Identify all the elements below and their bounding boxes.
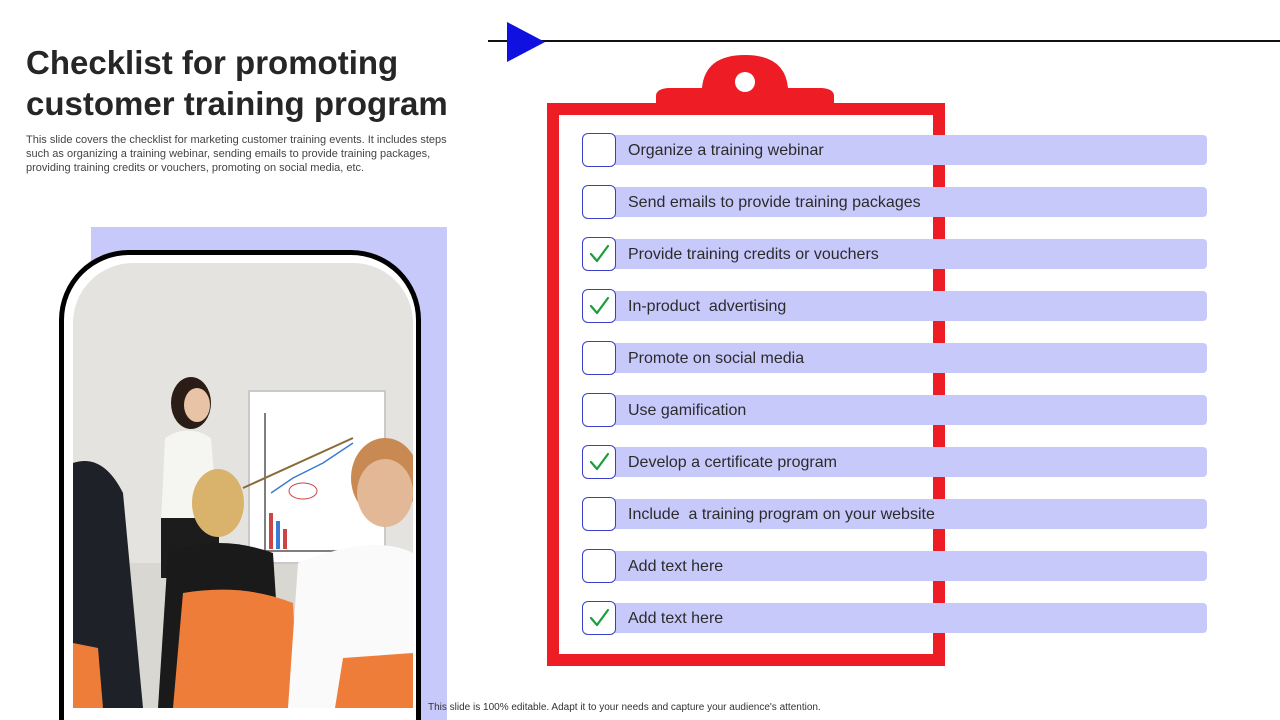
checklist-item[interactable] [582, 133, 1207, 167]
checkmark-icon [588, 607, 610, 629]
checklist-item[interactable] [582, 445, 1207, 479]
checklist-item-label: Include a training program on your website [628, 506, 935, 523]
checklist-item-label: Send emails to provide training packages [628, 194, 921, 211]
checklist-item-label: Provide training credits or vouchers [628, 246, 879, 263]
checkbox[interactable] [582, 133, 616, 167]
slide-footer: This slide is 100% editable. Adapt it to your needs and capture your audience's attention. [428, 702, 821, 713]
checkbox[interactable] [582, 393, 616, 427]
checklist-item[interactable] [582, 393, 1207, 427]
checklist-item-label: Add text here [628, 558, 724, 575]
checkbox[interactable] [582, 497, 616, 531]
checkbox[interactable] [582, 185, 616, 219]
training-session-photo [73, 263, 413, 708]
checklist-item-label: Add text here [628, 610, 724, 627]
checkmark-icon [588, 295, 610, 317]
checklist-item[interactable] [582, 237, 1207, 271]
checklist-item[interactable] [582, 549, 1207, 583]
checkmark-icon [588, 243, 610, 265]
checkmark-icon [588, 451, 610, 473]
slide-description: This slide covers the checklist for marketing customer training events. It includes steps such as organizing a training webinar, sending emails to provide training packages, providing training credits or vouchers, promoting on social media, etc. [26, 134, 447, 174]
checkbox[interactable] [582, 549, 616, 583]
checklist-item[interactable] [582, 497, 1207, 531]
checklist-item[interactable] [582, 185, 1207, 219]
checklist-item[interactable] [582, 289, 1207, 323]
checklist-item-label: Organize a training webinar [628, 142, 824, 159]
checklist-item-label: Develop a certificate program [628, 454, 837, 471]
checkbox[interactable] [582, 445, 616, 479]
checklist-item[interactable] [582, 341, 1207, 375]
checkbox[interactable] [582, 237, 616, 271]
checklist-item-label: Promote on social media [628, 350, 805, 367]
checkbox[interactable] [582, 341, 616, 375]
checklist-item-label: Use gamification [628, 402, 747, 419]
checklist-item-label: In-product advertising [628, 298, 787, 315]
checkbox[interactable] [582, 601, 616, 635]
checkbox[interactable] [582, 289, 616, 323]
checklist-item[interactable] [582, 601, 1207, 635]
slide-title: Checklist for promoting customer training program [26, 44, 448, 122]
